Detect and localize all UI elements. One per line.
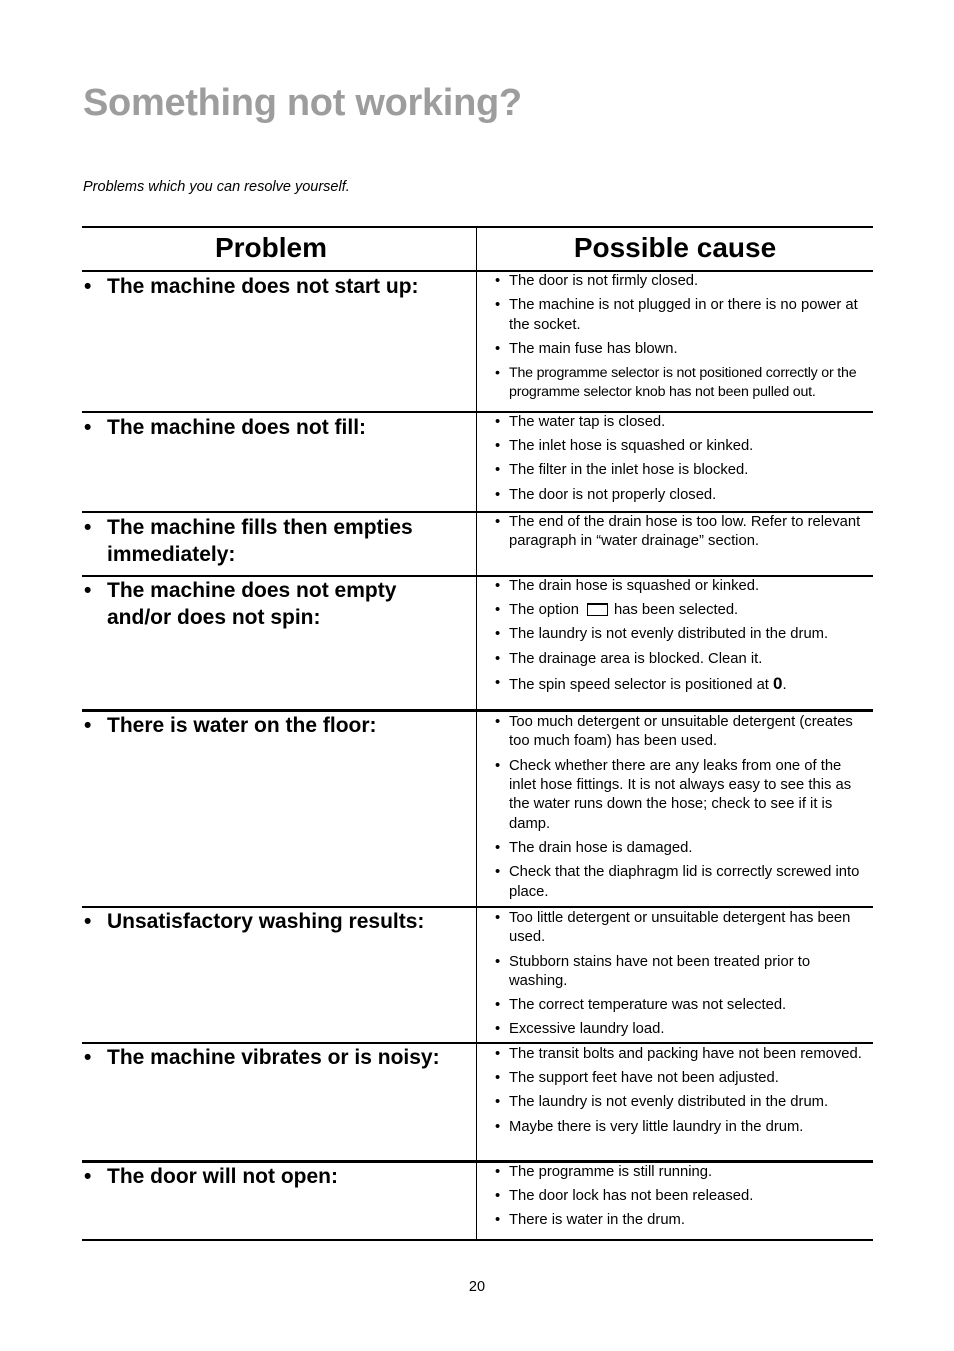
problem-label: The machine does not empty and/or does not spin: xyxy=(107,579,397,629)
cause-text: . xyxy=(782,676,787,693)
problem-label: There is water on the floor: xyxy=(107,714,377,737)
cause-item: • The filter in the inlet hose is blocked. xyxy=(495,461,873,480)
cause-item: • The door is not properly closed. xyxy=(495,486,873,505)
page-title: Something not working? xyxy=(83,82,522,124)
cause-item: • Stubborn stains have not been treated prior to washing. xyxy=(495,953,873,992)
cause-item: • The door lock has not been released. xyxy=(495,1187,873,1206)
problem-label: The machine does not start up: xyxy=(107,275,419,298)
cause-item: • The laundry is not evenly distributed in the drum. xyxy=(495,625,873,644)
table-row: • The machine fills then empties immediately: • The end of the drain hose is too low. Refer to relevant paragraph in “water drainage” section. xyxy=(82,513,873,577)
cause-item: • The water tap is closed. xyxy=(495,413,873,432)
cause-item: • Too much detergent or unsuitable detergent (creates too much foam) has been used. xyxy=(495,713,873,752)
cause-item: • The end of the drain hose is too low. Refer to relevant paragraph in “water drainage” section. xyxy=(495,513,873,552)
cause-item: • The drainage area is blocked. Clean it. xyxy=(495,650,873,669)
table-row: • The machine does not start up: • The door is not firmly closed. • The machine is not plugged in or there is no power at the socket. • The main fuse has blown. • The programme selector is not positioned correctly or the programme selector knob has not been pulled out. xyxy=(82,272,873,413)
cause-text: has been selected. xyxy=(613,602,739,619)
troubleshooting-table xyxy=(82,226,873,1241)
cause-item: • The drain hose is squashed or kinked. xyxy=(495,577,873,596)
cause-text: The option xyxy=(509,602,579,619)
problem-label: The machine does not fill: xyxy=(107,416,367,439)
problem-label: The machine fills then empties immediately: xyxy=(107,516,413,566)
table-row: • There is water on the floor: • Too much detergent or unsuitable detergent (creates too much foam) has been used. • Check whether there are any leaks from one of the inlet hose fittings. It is not always easy to see this as the water runs down the hose; check to see if it is damp. • The drain hose is damaged. • Check that the diaphragm lid is correctly screwed into place. xyxy=(82,712,873,908)
cause-item: • There is water in the drum. xyxy=(495,1211,873,1230)
cause-item: • The inlet hose is squashed or kinked. xyxy=(495,437,873,456)
cause-item: • The support feet have not been adjusted. xyxy=(495,1069,873,1088)
table-header-row xyxy=(82,226,873,272)
table-row: • The door will not open: • The programme is still running. • The door lock has not been released. • There is water in the drum. xyxy=(82,1163,873,1241)
cause-item: • The transit bolts and packing have not been removed. xyxy=(495,1045,873,1064)
cause-item: • The machine is not plugged in or there is no power at the socket. xyxy=(495,296,873,335)
table-row: • Unsatisfactory washing results: • Too little detergent or unsuitable detergent has been used. • Stubborn stains have not been treated prior to washing. • The correct temperature was not selected. • Excessive laundry load. xyxy=(82,908,873,1044)
header-problem: Problem xyxy=(214,232,328,263)
problem-label: The door will not open: xyxy=(107,1165,338,1188)
spin-zero-symbol: 0 xyxy=(773,673,783,693)
cause-item: • The correct temperature was not selected. xyxy=(495,996,873,1015)
table-row: • The machine does not fill: • The water tap is closed. • The inlet hose is squashed or kinked. • The filter in the inlet hose is blocked. • The door is not properly closed. xyxy=(82,413,873,513)
cause-item: • The laundry is not evenly distributed in the drum. xyxy=(495,1093,873,1112)
cause-item: • Check that the diaphragm lid is correctly screwed into place. xyxy=(495,863,873,902)
cause-text: The spin speed selector is positioned at xyxy=(509,676,769,693)
cause-item: • Too little detergent or unsuitable detergent has been used. xyxy=(495,909,873,948)
table-row: • The machine does not empty and/or does not spin: • The drain hose is squashed or kinked. • The option has been selected. • The laundry is not evenly distributed in the drum. • The drainage area is blocked. Clean it. • The spin speed selector is positioned at 0. xyxy=(82,577,873,712)
cause-item: • The programme is still running. xyxy=(495,1163,873,1182)
header-possible-cause: Possible cause xyxy=(476,228,873,270)
page-subtitle: Problems which you can resolve yourself. xyxy=(83,179,350,195)
cause-item: • Excessive laundry load. xyxy=(495,1020,873,1039)
cause-item: • The drain hose is damaged. xyxy=(495,839,873,858)
cause-item xyxy=(495,601,873,620)
cause-item xyxy=(495,674,873,695)
option-box-icon xyxy=(587,603,608,616)
page-number: 20 xyxy=(468,1279,486,1295)
cause-item: • The door is not firmly closed. xyxy=(495,272,873,291)
problem-label: The machine vibrates or is noisy: xyxy=(107,1046,440,1069)
cause-item: • Maybe there is very little laundry in the drum. xyxy=(495,1118,873,1137)
cause-item: • The programme selector is not positioned correctly or the programme selector knob has not been pulled out. xyxy=(495,364,873,403)
problem-label: Unsatisfactory washing results: xyxy=(107,910,425,933)
table-row: • The machine vibrates or is noisy: • The transit bolts and packing have not been removed. • The support feet have not been adjusted. • The laundry is not evenly distributed in the drum. • Maybe there is very little laundry in the drum. xyxy=(82,1044,873,1163)
cause-item: • Check whether there are any leaks from one of the inlet hose fittings. It is not always easy to see this as the water runs down the hose; check to see if it is damp. xyxy=(495,757,873,835)
cause-item: • The main fuse has blown. xyxy=(495,340,873,359)
